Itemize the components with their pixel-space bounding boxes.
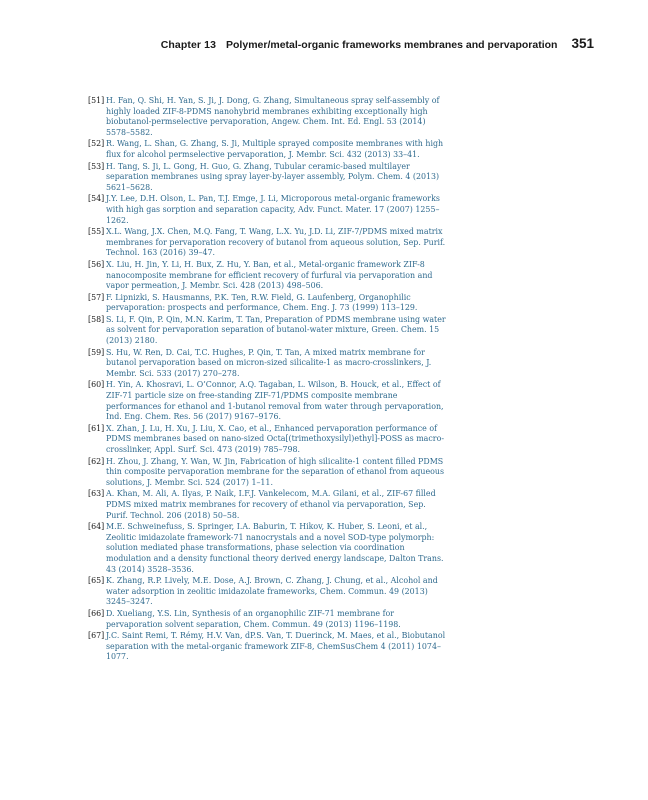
reference-item [88, 293, 448, 314]
reference-number: [58] [88, 314, 105, 324]
reference-list [88, 96, 448, 664]
reference-number: [66] [88, 608, 105, 618]
reference-number: [67] [88, 631, 105, 641]
reference-item [88, 380, 448, 422]
chapter-title: Polymer/metal-organic frameworks membranes and pervaporation [226, 39, 558, 51]
reference-item [88, 139, 448, 160]
reference-number: [63] [88, 489, 105, 499]
reference-item [88, 348, 448, 380]
reference-item [88, 576, 448, 608]
reference-number: [52] [88, 139, 105, 149]
reference-item [88, 315, 448, 347]
reference-number: [51] [88, 96, 105, 105]
reference-text[interactable]: K. Zhang, R.P. Lively, M.E. Dose, A.J. Brown, C. Zhang, J. Chung, et al., Alcohol and water adsorption in zeolitic imidazolate frameworks, Chem. Commun. 49 (2013) 3245–3247. [106, 576, 438, 607]
reference-text[interactable]: R. Wang, L. Shan, G. Zhang, S. Ji, Multiple sprayed composite membranes with high flux for alcohol permselective pervaporation, J. Membr. Sci. 432 (2013) 33–41. [106, 139, 444, 159]
reference-number: [62] [88, 456, 105, 466]
reference-item [88, 162, 448, 194]
reference-text[interactable]: J.C. Saint Remi, T. Rémy, H.V. Van, dP.S. Van, T. Duerinck, M. Maes, et al., Biobutanol separation with the metal-organic framework ZIF-8, ChemSusChem 4 (2011) 1074–1077. [106, 631, 446, 662]
reference-text[interactable]: J.Y. Lee, D.H. Olson, L. Pan, T.J. Emge, J. Li, Microporous metal-organic frameworks with high gas sorption and separation capacity, Adv. Funct. Mater. 17 (2007) 1255–1262. [106, 194, 440, 225]
reference-text[interactable]: X. Liu, H. Jin, Y. Li, H. Bux, Z. Hu, Y. Ban, et al., Metal-organic framework ZIF-8 nanocomposite membrane for efficient recovery of furfural via pervaporation and vapor permeation, J. Membr. Sci. 428 (2013) 498–506. [106, 259, 433, 291]
reference-number: [64] [88, 522, 105, 532]
reference-text[interactable]: F. Lipnizki, S. Hausmanns, P.K. Ten, R.W. Field, G. Laufenberg, Organophilic pervaporation: prospects and performance, Chem. Eng. J. 73 (1999) 113–129. [106, 292, 418, 313]
page-number: 351 [571, 36, 594, 51]
reference-number: [54] [88, 194, 105, 204]
reference-text[interactable]: X.L. Wang, J.X. Chen, M.Q. Fang, T. Wang, L.X. Yu, J.D. Li, ZIF-7/PDMS mixed matrix membranes for pervaporation recovery of butanol from aqueous solution, Sep. Purif. Technol. 163 (2016) 39–47. [106, 227, 446, 258]
reference-number: [60] [88, 380, 105, 390]
reference-text[interactable]: H. Yin, A. Khosravi, L. O’Connor, A.Q. Tagaban, L. Wilson, B. Houck, et al., Effect of ZIF-71 particle size on free-standing ZIF-71/PDMS composite membrane performances for ethanol and 1-butanol removal from water through pervaporation, Ind. Eng. Chem. Res. 56 (2017) 9167–9176. [106, 380, 444, 422]
reference-item [88, 227, 448, 259]
reference-text[interactable]: A. Khan, M. Ali, A. Ilyas, P. Naik, I.F.J. Vankelecom, M.A. Gilani, et al., ZIF-67 filled PDMS mixed matrix membranes for recovery of ethanol via pervaporation, Sep. Purif. Technol. 206 (2018) 50–58. [106, 489, 436, 520]
reference-number: [55] [88, 227, 105, 237]
reference-text[interactable]: H. Zhou, J. Zhang, Y. Wan, W. Jin, Fabrication of high silicalite-1 content filled PDMS thin composite pervaporation membrane for the separation of ethanol from aqueous solutions, J. Membr. Sci. 524 (2017) 1–11. [106, 456, 444, 487]
reference-item [88, 522, 448, 575]
reference-item [88, 609, 448, 630]
reference-number: [53] [88, 161, 105, 171]
reference-number: [61] [88, 423, 105, 433]
reference-text[interactable]: X. Zhan, J. Lu, H. Xu, J. Liu, X. Cao, et al., Enhanced pervaporation performance of PDMS membranes based on nano-sized Octa[(trimethoxysilyl)ethyl]-POSS as macro-crosslinker, Appl. Surf. Sci. 473 (2019) 785–798. [106, 423, 444, 454]
reference-number: [65] [88, 576, 105, 586]
reference-text[interactable]: H. Tang, S. Ji, L. Gong, H. Guo, G. Zhang, Tubular ceramic-based multilayer separation membranes using spray layer-by-layer assembly, Polym. Chem. 4 (2013) 5621–5628. [106, 161, 440, 192]
reference-item [88, 457, 448, 489]
reference-text[interactable]: S. Li, F. Qin, P. Qin, M.N. Karim, T. Tan, Preparation of PDMS membrane using water as solvent for pervaporation separation of butanol-water mixture, Green. Chem. 15 (2013) 2180. [106, 314, 446, 346]
reference-item [88, 424, 448, 456]
reference-text[interactable]: M.E. Schweinefuss, S. Springer, I.A. Baburin, T. Hikov, K. Huber, S. Leoni, et al., Zeolitic imidazolate framework-71 nanocrystals and a novel SOD-type polymorph: solution mediated phase transformations, phase selection via coordination modulation and a density functional theory derived energy landscape, Dalton Trans. 43 (2014) 3528–3536. [106, 522, 444, 574]
reference-number: [57] [88, 292, 105, 302]
running-header [161, 36, 594, 51]
reference-text[interactable]: S. Hu, W. Ren, D. Cai, T.C. Hughes, P. Qin, T. Tan, A mixed matrix membrane for butanol pervaporation based on micron-sized silicalite-1 as macro-crosslinkers, J. Membr. Sci. 533 (2017) 270–278. [106, 347, 432, 378]
reference-number: [59] [88, 347, 105, 357]
reference-item [88, 194, 448, 226]
reference-item [88, 96, 448, 138]
reference-item [88, 489, 448, 521]
reference-item [88, 631, 448, 663]
reference-number: [56] [88, 259, 105, 269]
reference-text[interactable]: H. Fan, Q. Shi, H. Yan, S. Ji, J. Dong, G. Zhang, Simultaneous spray self-assembly of highly loaded ZIF-8-PDMS nanohybrid membranes exhibiting exceptionally high biobutanol-permselective pervaporation, Angew. Chem. Int. Ed. Engl. 53 (2014) 5578–5582. [106, 96, 440, 137]
reference-text[interactable]: D. Xueliang, Y.S. Lin, Synthesis of an organophilic ZIF-71 membrane for pervaporation solvent separation, Chem. Commun. 49 (2013) 1196–1198. [106, 608, 401, 629]
reference-item [88, 260, 448, 292]
chapter-label: Chapter 13 [160, 39, 217, 51]
